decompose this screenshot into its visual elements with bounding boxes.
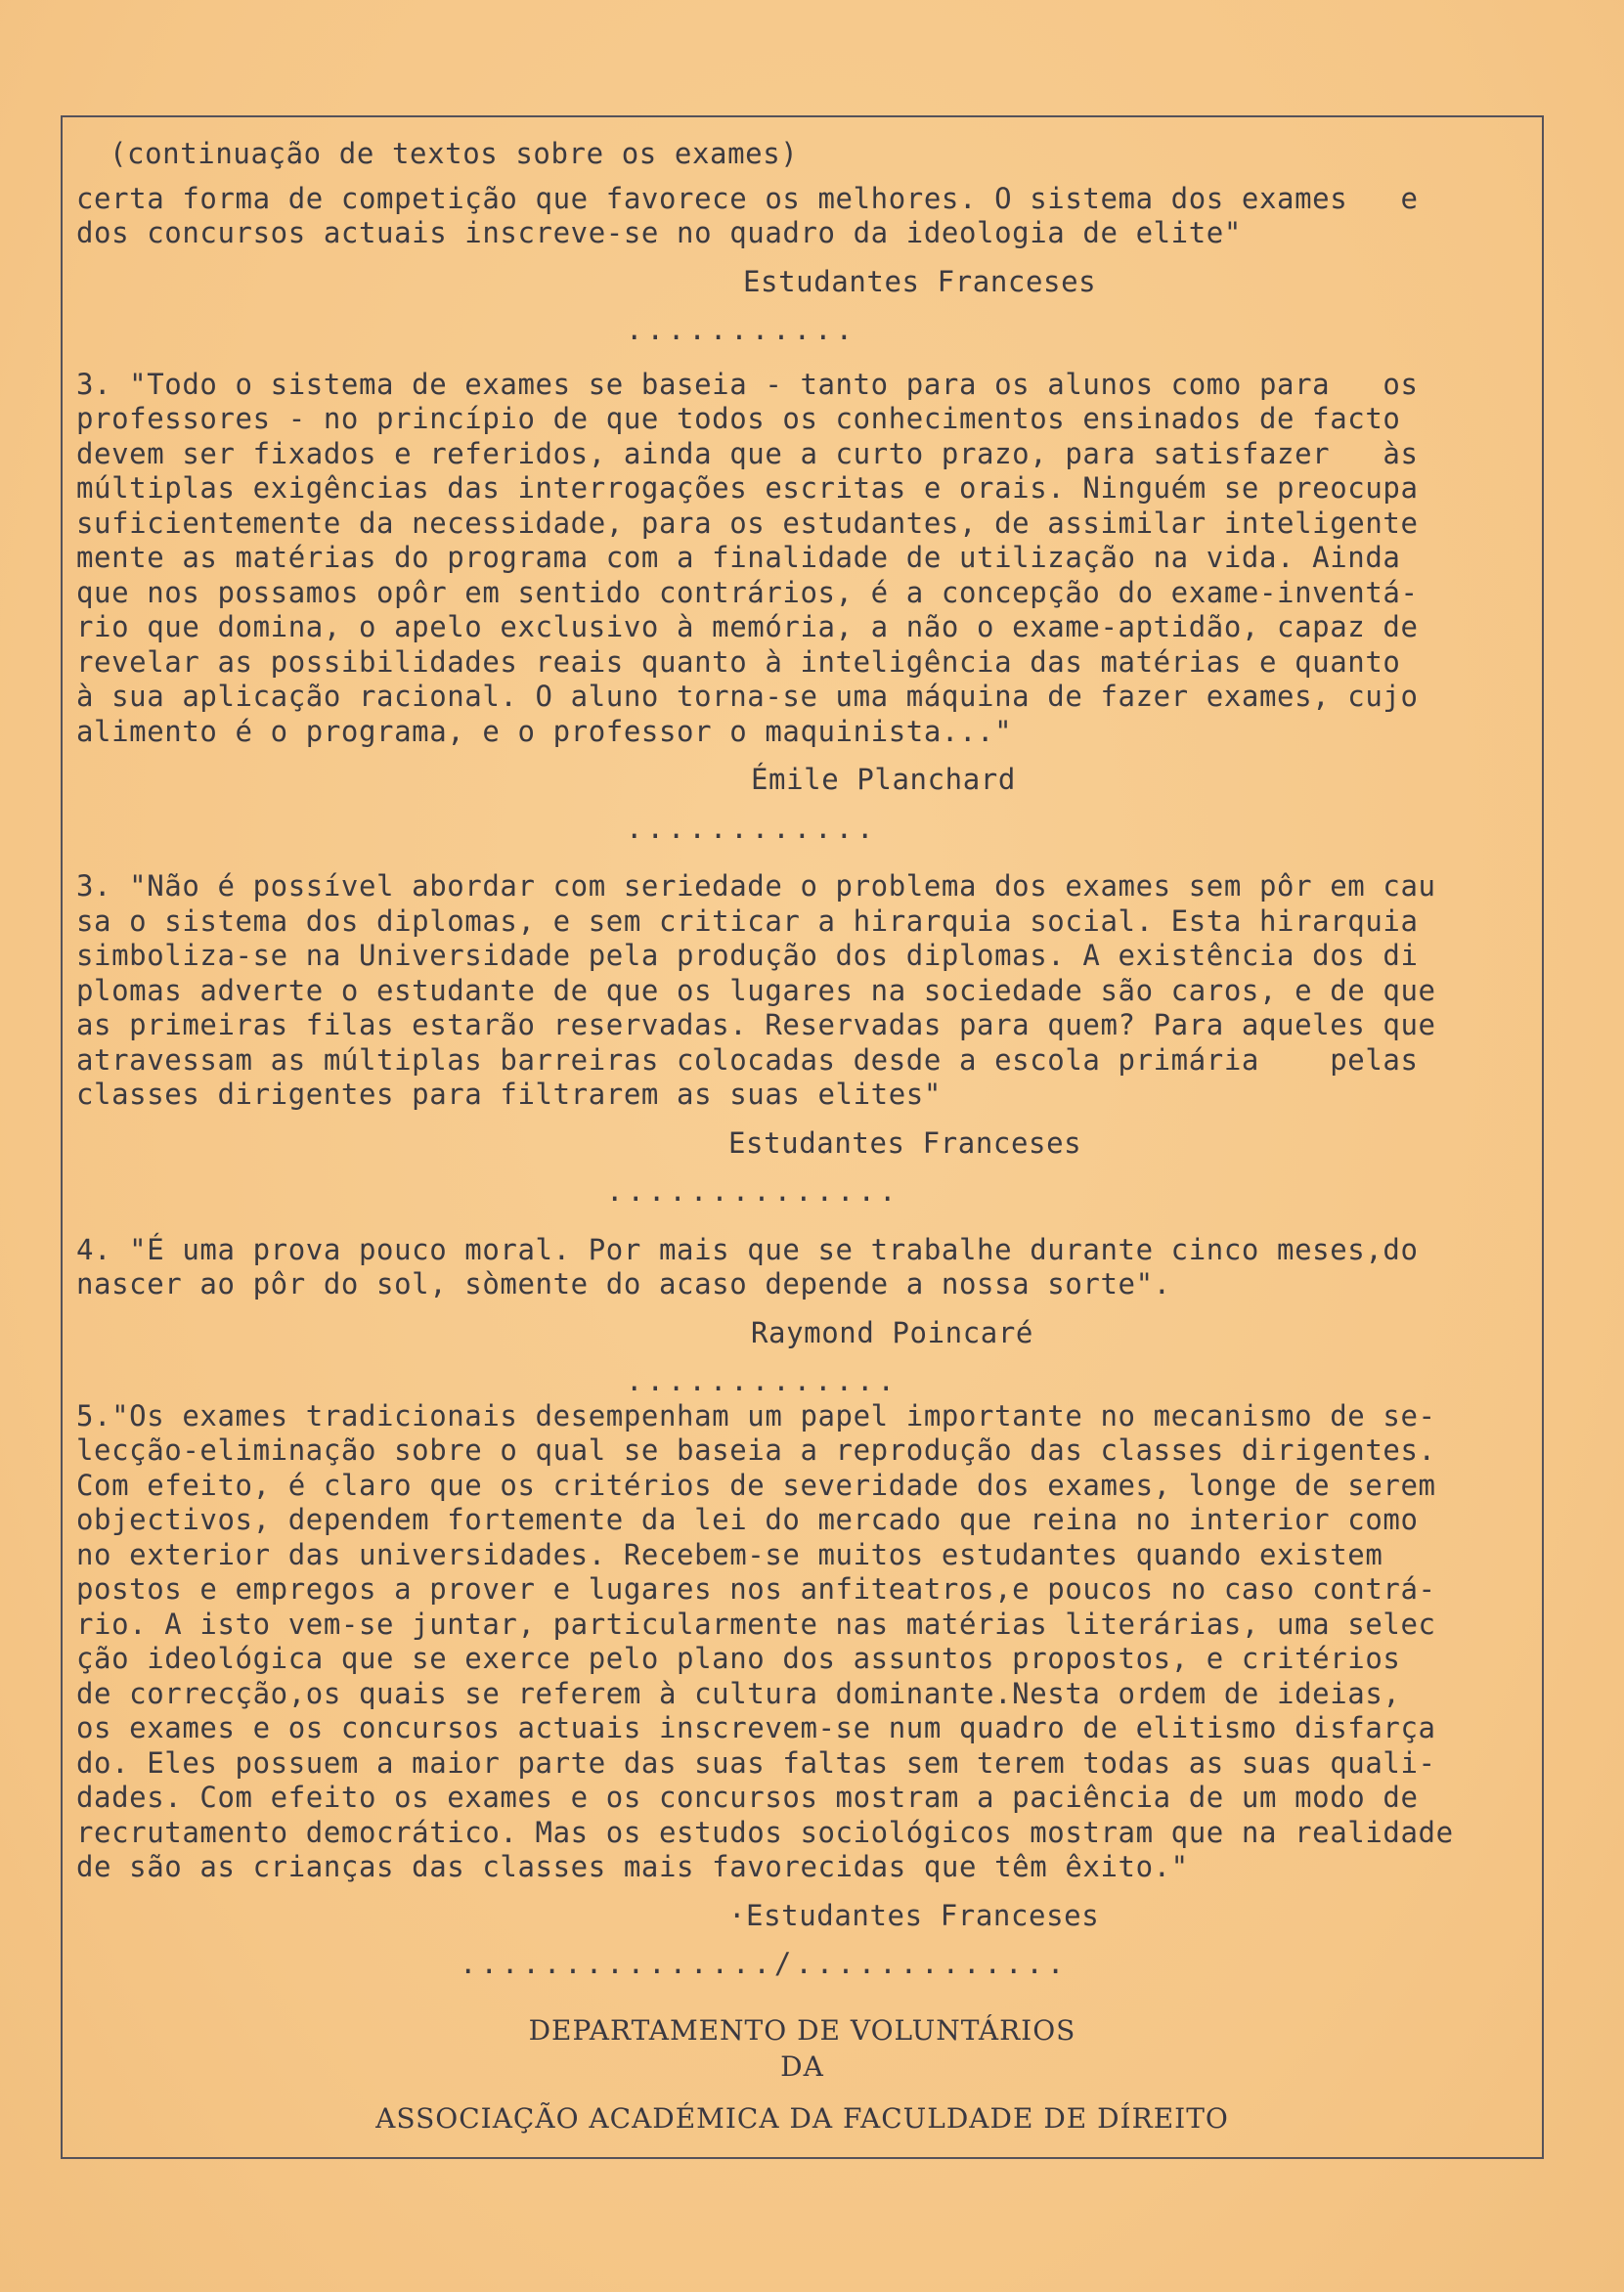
quotation-author: Émile Planchard	[751, 763, 1016, 796]
quotation-line: atravessam as múltiplas barreiras colocadas desde a escola primária pelas	[76, 1042, 1419, 1077]
quotation-line: 3. "Todo o sistema de exames se baseia - tanto para os alunos como para os	[76, 367, 1419, 401]
quotation-line: mente as matérias do programa com a finalidade de utilização na vida. Ainda	[76, 541, 1401, 574]
quotation-author: Raymond Poincaré	[751, 1315, 1033, 1349]
section-separator: ..............	[606, 1174, 900, 1208]
quotation-line: objectivos, dependem fortemente da lei do mercado que reina no interior como	[76, 1503, 1419, 1536]
section-separator: .............	[626, 1364, 899, 1397]
quotations	[76, 182, 1539, 1982]
quotation-block	[76, 1233, 1539, 1399]
quotation-line: lecção-eliminação sobre o qual se baseia a reprodução das classes dirigentes.	[76, 1433, 1436, 1467]
quotation-block	[76, 182, 1539, 348]
quotation-line: revelar as possibilidades reais quanto à inteligência das matérias e quanto	[76, 644, 1401, 679]
section-separator: ............	[626, 811, 878, 845]
footer-association: ASSOCIAÇÃO ACADÉMICA DA FACULDADE DE DÍREITO	[375, 2102, 1229, 2135]
section-separator: .............../.............	[460, 1947, 1069, 1980]
document-body	[76, 137, 1539, 1982]
quotation-line: plomas adverte o estudante de que os lugares na sociedade são caros, e de que	[76, 973, 1436, 1007]
quotation-line: devem ser fixados e referidos, ainda que a curto prazo, para satisfazer às	[76, 436, 1419, 470]
quotation-line: de correcção,os quais se referem à cultura dominante.Nesta ordem de ideias,	[76, 1676, 1401, 1710]
quotation-line: 5."Os exames tradicionais desempenham um papel importante no mecanismo de se-	[76, 1398, 1436, 1432]
quotation-author: Estudantes Franceses	[743, 264, 1097, 298]
quotation-line: sa o sistema dos diplomas, e sem criticar a hirarquia social. Esta hirarquia	[76, 904, 1419, 938]
quotation-line: do. Eles possuem a maior parte das suas faltas sem terem todas as suas quali-	[76, 1745, 1436, 1780]
quotation-line: recrutamento democrático. Mas os estudos sociológicos mostram que na realidade	[76, 1815, 1454, 1849]
quotation-line: certa forma de competição que favorece os melhores. O sistema dos exames e	[76, 181, 1419, 215]
footer-department: DEPARTAMENTO DE VOLUNTÁRIOS	[528, 2014, 1076, 2047]
quotation-line: dades. Com efeito os exames e os concursos mostram a paciência de um modo de	[76, 1781, 1419, 1814]
quotation-line: classes dirigentes para filtrarem as suas elites"	[76, 1078, 942, 1111]
quotation-line: suficientemente da necessidade, para os estudantes, de assimilar inteligente	[76, 506, 1419, 540]
page-heading: (continuação de textos sobre os exames)	[110, 137, 799, 170]
quotation-author: ·Estudantes Franceses	[728, 1898, 1100, 1932]
quotation-block	[76, 368, 1539, 847]
quotation-line: postos e empregos a prover e lugares nos anfiteatros,e poucos no caso contrá-	[76, 1572, 1436, 1606]
quotation-line: Com efeito, é claro que os critérios de severidade dos exames, longe de serem	[76, 1468, 1436, 1502]
quotation-block	[76, 869, 1539, 1210]
quotation-line: ção ideológica que se exerce pelo plano dos assuntos propostos, e critérios	[76, 1642, 1401, 1675]
quotation-line: de são as crianças das classes mais favorecidas que têm êxito."	[76, 1850, 1189, 1883]
quotation-line: no exterior das universidades. Recebem-se muitos estudantes quando existem	[76, 1537, 1383, 1571]
quotation-line: as primeiras filas estarão reservadas. Reservadas para quem? Para aqueles que	[76, 1008, 1436, 1041]
quotation-line: que nos possamos opôr em sentido contrários, é a concepção do exame-inventá-	[76, 575, 1419, 609]
quotation-line: dos concursos actuais inscreve-se no quadro da ideologia de elite"	[76, 216, 1242, 249]
quotation-line: rio. A isto vem-se juntar, particularmente nas matérias literárias, uma selec	[76, 1607, 1436, 1641]
quotation-line: rio que domina, o apelo exclusivo à memória, a não o exame-aptidão, capaz de	[76, 610, 1419, 643]
quotation-line: múltiplas exigências das interrogações escritas e orais. Ninguém se preocupa	[76, 471, 1419, 505]
footer-da: DA	[780, 2050, 824, 2083]
quotation-line: nascer ao pôr do sol, sòmente do acaso depende a nossa sorte".	[76, 1267, 1171, 1300]
quotation-line: simboliza-se na Universidade pela produção dos diplomas. A existência dos di	[76, 939, 1419, 972]
quotation-line: alimento é o programa, e o professor o maquinista..."	[76, 714, 1013, 748]
quotation-line: professores - no princípio de que todos os conhecimentos ensinados de facto	[76, 402, 1401, 435]
quotation-line: 4. "É uma prova pouco moral. Por mais que se trabalhe durante cinco meses,do	[76, 1232, 1419, 1266]
quotation-line: à sua aplicação racional. O aluno torna-se uma máquina de fazer exames, cujo	[76, 680, 1419, 713]
quotation-line: 3. "Não é possível abordar com seriedade o problema dos exames sem pôr em cau	[76, 869, 1436, 903]
quotation-author: Estudantes Franceses	[728, 1125, 1082, 1160]
quotation-line: os exames e os concursos actuais inscrevem-se num quadro de elitismo disfarça	[76, 1711, 1436, 1744]
section-separator: ...........	[626, 313, 857, 346]
quotation-block	[76, 1399, 1539, 1982]
